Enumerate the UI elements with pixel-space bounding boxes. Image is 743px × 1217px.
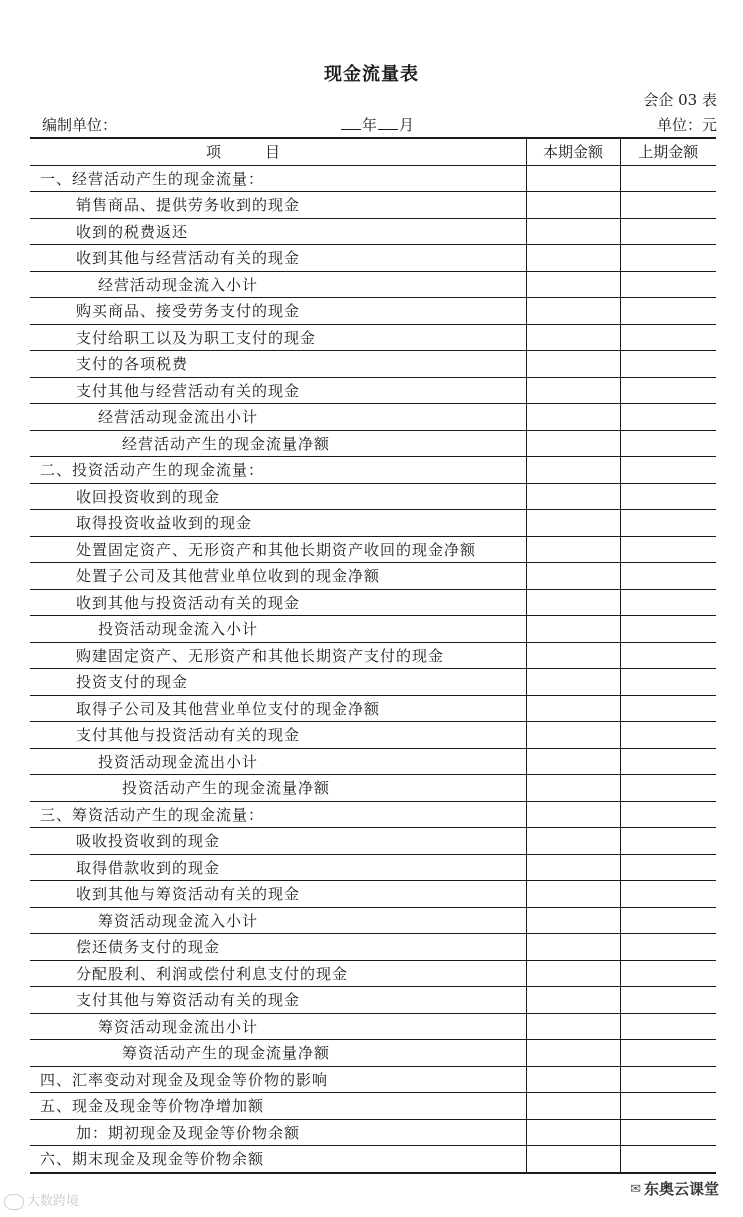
table-row (30, 192, 716, 219)
table-row (30, 563, 716, 590)
previous-amount-cell (620, 775, 716, 802)
row-item-label: 投资活动现金流入小计 (30, 616, 526, 643)
row-item-label: 支付其他与经营活动有关的现金 (30, 377, 526, 404)
previous-amount-cell (620, 801, 716, 828)
current-amount-cell (526, 1013, 620, 1040)
previous-amount-cell (620, 563, 716, 590)
row-item-label: 处置子公司及其他营业单位收到的现金净额 (30, 563, 526, 590)
previous-amount-cell (620, 351, 716, 378)
previous-amount-cell (620, 854, 716, 881)
previous-amount-cell (620, 430, 716, 457)
current-amount-cell (526, 1119, 620, 1146)
table-row (30, 854, 716, 881)
previous-amount-cell (620, 483, 716, 510)
table-row (30, 457, 716, 484)
previous-amount-cell (620, 457, 716, 484)
year-blank (341, 115, 361, 130)
current-amount-cell (526, 775, 620, 802)
row-item-label: 一、经营活动产生的现金流量： (30, 165, 526, 192)
current-amount-cell (526, 351, 620, 378)
watermark-right (628, 1177, 721, 1200)
previous-amount-cell (620, 589, 716, 616)
table-header-row (30, 139, 716, 165)
row-item-label: 销售商品、提供劳务收到的现金 (30, 192, 526, 219)
row-item-label: 筹资活动现金流出小计 (30, 1013, 526, 1040)
row-item-label: 支付其他与投资活动有关的现金 (30, 722, 526, 749)
table-row (30, 165, 716, 192)
row-item-label: 三、筹资活动产生的现金流量： (30, 801, 526, 828)
table-row (30, 828, 716, 855)
row-item-label: 收到其他与筹资活动有关的现金 (30, 881, 526, 908)
row-item-label: 购建固定资产、无形资产和其他长期资产支付的现金 (30, 642, 526, 669)
row-item-label: 吸收投资收到的现金 (30, 828, 526, 855)
row-item-label: 投资活动现金流出小计 (30, 748, 526, 775)
row-item-label: 投资活动产生的现金流量净额 (30, 775, 526, 802)
table-row (30, 748, 716, 775)
current-amount-cell (526, 748, 620, 775)
current-amount-cell (526, 245, 620, 272)
row-item-label: 处置固定资产、无形资产和其他长期资产收回的现金净额 (30, 536, 526, 563)
column-header-item (30, 139, 526, 165)
previous-amount-cell (620, 748, 716, 775)
row-item-label: 取得子公司及其他营业单位支付的现金净额 (30, 695, 526, 722)
page-title: 现金流量表 (324, 64, 419, 85)
row-item-label: 支付给职工以及为职工支付的现金 (30, 324, 526, 351)
row-item-label: 五、现金及现金等价物净增加额 (30, 1093, 526, 1120)
wechat-icon: ✉ (630, 1182, 641, 1197)
row-item-label: 经营活动产生的现金流量净额 (30, 430, 526, 457)
table-row (30, 377, 716, 404)
watermark-logo-icon (4, 1194, 24, 1210)
table-row (30, 324, 716, 351)
table-row (30, 775, 716, 802)
table-row (30, 987, 716, 1014)
previous-amount-cell (620, 271, 716, 298)
previous-amount-cell (620, 1040, 716, 1067)
current-amount-cell (526, 324, 620, 351)
row-item-label: 收到其他与经营活动有关的现金 (30, 245, 526, 272)
column-header-current-amount: 本期金额 (526, 139, 620, 165)
table-row (30, 271, 716, 298)
row-item-label: 取得借款收到的现金 (30, 854, 526, 881)
previous-amount-cell (620, 881, 716, 908)
previous-amount-cell (620, 298, 716, 325)
current-amount-cell (526, 192, 620, 219)
current-amount-cell (526, 722, 620, 749)
table-row (30, 616, 716, 643)
row-item-label: 收到其他与投资活动有关的现金 (30, 589, 526, 616)
watermark-left (4, 1190, 79, 1210)
row-item-label: 四、汇率变动对现金及现金等价物的影响 (30, 1066, 526, 1093)
current-amount-cell (526, 854, 620, 881)
current-amount-cell (526, 934, 620, 961)
previous-amount-cell (620, 1013, 716, 1040)
row-item-label: 六、期末现金及现金等价物余额 (30, 1146, 526, 1173)
row-item-label: 加：期初现金及现金等价物余额 (30, 1119, 526, 1146)
previous-amount-cell (620, 377, 716, 404)
row-item-label: 购买商品、接受劳务支付的现金 (30, 298, 526, 325)
previous-amount-cell (620, 934, 716, 961)
current-amount-cell (526, 1066, 620, 1093)
table-row (30, 430, 716, 457)
previous-amount-cell (620, 960, 716, 987)
row-item-label: 偿还债务支付的现金 (30, 934, 526, 961)
watermark-right-text: 东奥云课堂 (643, 1180, 719, 1198)
table-row (30, 934, 716, 961)
table-row (30, 298, 716, 325)
table-row (30, 801, 716, 828)
row-item-label: 支付其他与筹资活动有关的现金 (30, 987, 526, 1014)
column-header-item-char-2: 目 (265, 143, 281, 162)
year-label: 年 (362, 116, 378, 134)
previous-amount-cell (620, 1146, 716, 1173)
table-row (30, 642, 716, 669)
current-amount-cell (526, 165, 620, 192)
current-amount-cell (526, 563, 620, 590)
previous-amount-cell (620, 907, 716, 934)
previous-amount-cell (620, 987, 716, 1014)
current-amount-cell (526, 616, 620, 643)
table-row (30, 536, 716, 563)
current-amount-cell (526, 377, 620, 404)
current-amount-cell (526, 510, 620, 537)
current-amount-cell (526, 695, 620, 722)
current-amount-cell (526, 1040, 620, 1067)
table-row (30, 1093, 716, 1120)
previous-amount-cell (620, 324, 716, 351)
cash-flow-table (30, 139, 716, 1174)
table-row (30, 669, 716, 696)
previous-amount-cell (620, 722, 716, 749)
row-item-label: 收回投资收到的现金 (30, 483, 526, 510)
table-row (30, 1013, 716, 1040)
table-row (30, 1066, 716, 1093)
row-item-label: 筹资活动产生的现金流量净额 (30, 1040, 526, 1067)
row-item-label: 经营活动现金流入小计 (30, 271, 526, 298)
row-item-label: 支付的各项税费 (30, 351, 526, 378)
current-amount-cell (526, 457, 620, 484)
table-row (30, 1040, 716, 1067)
previous-amount-cell (620, 616, 716, 643)
table-row (30, 589, 716, 616)
current-amount-cell (526, 907, 620, 934)
table-row (30, 1146, 716, 1173)
table-row (30, 1119, 716, 1146)
row-item-label: 投资支付的现金 (30, 669, 526, 696)
previous-amount-cell (620, 828, 716, 855)
current-amount-cell (526, 1093, 620, 1120)
row-item-label: 二、投资活动产生的现金流量： (30, 457, 526, 484)
table-row (30, 404, 716, 431)
previous-amount-cell (620, 1093, 716, 1120)
table-row (30, 483, 716, 510)
current-amount-cell (526, 642, 620, 669)
table-row (30, 510, 716, 537)
table-row (30, 881, 716, 908)
row-item-label: 收到的税费返还 (30, 218, 526, 245)
row-item-label: 筹资活动现金流入小计 (30, 907, 526, 934)
table-row (30, 907, 716, 934)
month-blank (378, 115, 398, 130)
previous-amount-cell (620, 1119, 716, 1146)
month-label: 月 (399, 116, 415, 134)
current-amount-cell (526, 483, 620, 510)
row-item-label: 取得投资收益收到的现金 (30, 510, 526, 537)
previous-amount-cell (620, 1066, 716, 1093)
previous-amount-cell (620, 642, 716, 669)
previous-amount-cell (620, 245, 716, 272)
previous-amount-cell (620, 192, 716, 219)
current-amount-cell (526, 881, 620, 908)
previous-amount-cell (620, 536, 716, 563)
previous-amount-cell (620, 218, 716, 245)
row-item-label: 分配股利、利润或偿付利息支付的现金 (30, 960, 526, 987)
current-amount-cell (526, 1146, 620, 1173)
previous-amount-cell (620, 695, 716, 722)
row-item-label: 经营活动现金流出小计 (30, 404, 526, 431)
current-amount-cell (526, 298, 620, 325)
table-row (30, 218, 716, 245)
current-amount-cell (526, 828, 620, 855)
report-date (340, 114, 414, 135)
watermark-left-text: 大数跨境 (27, 1194, 80, 1209)
previous-amount-cell (620, 669, 716, 696)
current-amount-cell (526, 430, 620, 457)
report-meta-row (42, 114, 717, 134)
compiler-label: 编制单位： (42, 116, 118, 134)
table-row (30, 960, 716, 987)
column-header-previous-amount: 上期金额 (620, 139, 716, 165)
current-amount-cell (526, 801, 620, 828)
unit-label: 单位：元 (656, 116, 717, 134)
column-header-item-char-1: 项 (206, 143, 222, 162)
table-row (30, 722, 716, 749)
current-amount-cell (526, 960, 620, 987)
current-amount-cell (526, 669, 620, 696)
previous-amount-cell (620, 165, 716, 192)
current-amount-cell (526, 589, 620, 616)
table-row (30, 245, 716, 272)
current-amount-cell (526, 271, 620, 298)
form-code: 会企 03 表 (643, 91, 717, 109)
previous-amount-cell (620, 510, 716, 537)
current-amount-cell (526, 218, 620, 245)
current-amount-cell (526, 404, 620, 431)
current-amount-cell (526, 987, 620, 1014)
previous-amount-cell (620, 404, 716, 431)
table-body (30, 165, 716, 1173)
table-row (30, 695, 716, 722)
table-row (30, 351, 716, 378)
current-amount-cell (526, 536, 620, 563)
